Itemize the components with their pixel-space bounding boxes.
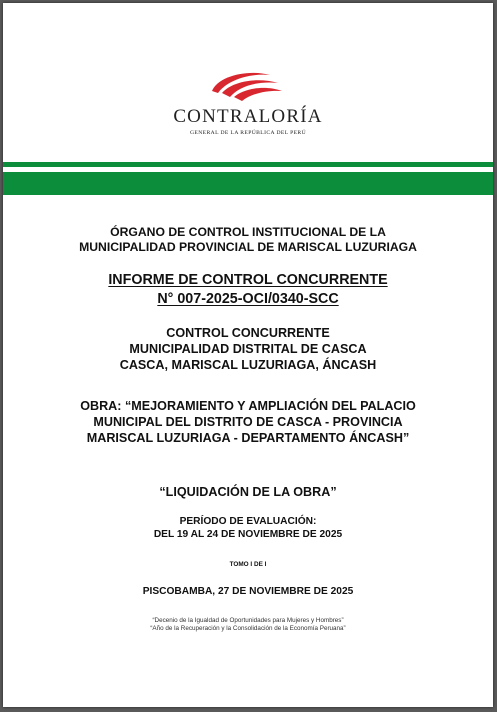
tomo-label: TOMO I DE I bbox=[229, 561, 267, 568]
contraloria-swoosh-icon bbox=[208, 71, 288, 105]
period-block bbox=[3, 515, 493, 541]
control-line-1: CONTROL CONCURRENTE bbox=[166, 326, 330, 340]
organ-line-1: ÓRGANO DE CONTROL INSTITUCIONAL DE LA bbox=[110, 225, 386, 239]
brand-name: CONTRALORÍA bbox=[173, 106, 323, 127]
mottos-block bbox=[3, 617, 493, 633]
obra-line-1: OBRA: “MEJORAMIENTO Y AMPLIACIÓN DEL PALACIO bbox=[80, 399, 416, 413]
document-page bbox=[3, 3, 493, 707]
period-label: PERÍODO DE EVALUACIÓN: bbox=[179, 516, 317, 527]
report-heading bbox=[3, 271, 493, 309]
brand-subtitle: GENERAL DE LA REPÚBLICA DEL PERÚ bbox=[189, 130, 307, 136]
report-title: INFORME DE CONTROL CONCURRENTE bbox=[108, 272, 388, 288]
organ-heading bbox=[3, 225, 493, 255]
obra-block bbox=[3, 398, 493, 446]
subject-title: “LIQUIDACIÓN DE LA OBRA” bbox=[159, 485, 337, 499]
green-band-thin bbox=[3, 162, 493, 167]
period-range: DEL 19 AL 24 DE NOVIEMBRE DE 2025 bbox=[153, 529, 343, 540]
control-line-3: CASCA, MARISCAL LUZURIAGA, ÁNCASH bbox=[119, 358, 377, 372]
motto-1: “Decenio de la Igualdad de Oportunidades para Mujeres y Hombres” bbox=[152, 617, 344, 624]
contraloria-logo bbox=[3, 71, 493, 136]
organ-line-2: MUNICIPALIDAD PROVINCIAL DE MARISCAL LUZURIAGA bbox=[79, 240, 417, 254]
motto-2: “Año de la Recuperación y la Consolidación de la Economía Peruana” bbox=[150, 625, 346, 632]
control-block bbox=[3, 325, 493, 373]
obra-line-3: MARISCAL LUZURIAGA - DEPARTAMENTO ÁNCASH” bbox=[86, 431, 410, 445]
report-number: N° 007-2025-OCI/0340-SCC bbox=[157, 291, 339, 307]
green-band-thick bbox=[3, 172, 493, 195]
control-line-2: MUNICIPALIDAD DISTRITAL DE CASCA bbox=[129, 342, 367, 356]
obra-line-2: MUNICIPAL DEL DISTRITO DE CASCA - PROVINCIA bbox=[93, 415, 403, 429]
place-date: PISCOBAMBA, 27 DE NOVIEMBRE DE 2025 bbox=[142, 586, 354, 597]
